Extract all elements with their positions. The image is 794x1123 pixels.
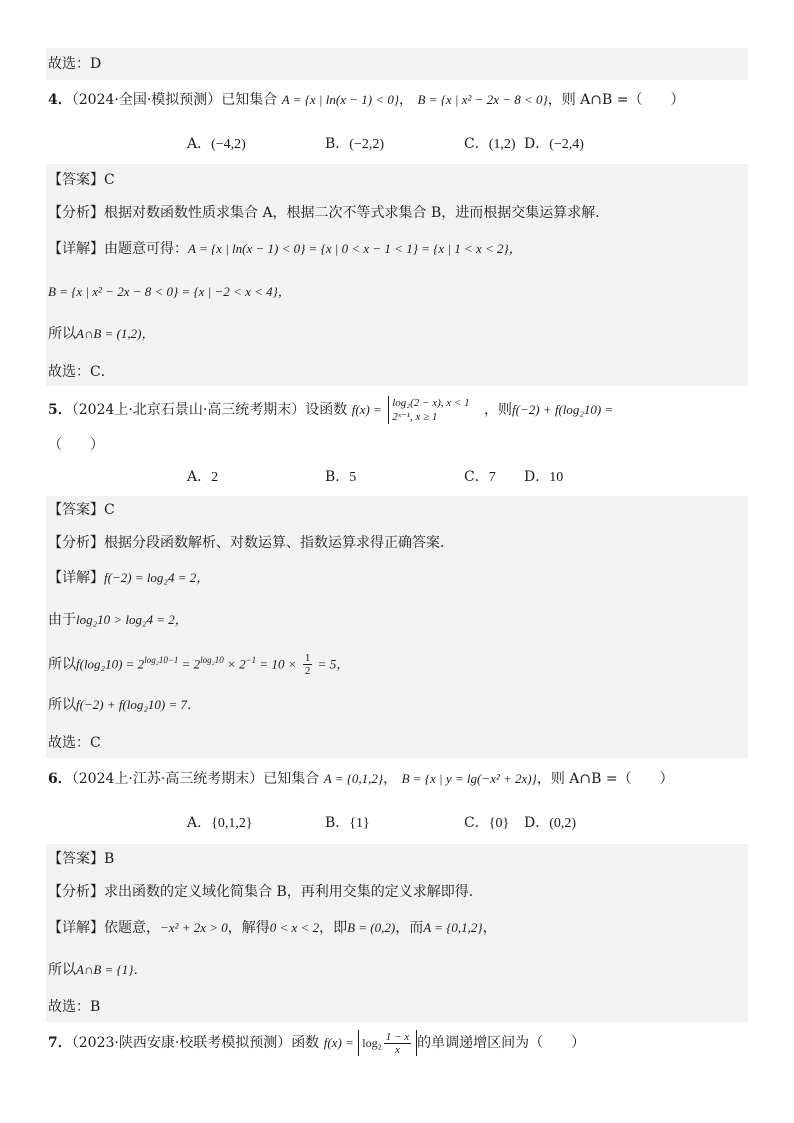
q7-fdef: f(x) = bbox=[323, 1035, 354, 1050]
q6-stem bbox=[48, 768, 674, 790]
q5-paren: （ ） bbox=[48, 437, 104, 453]
q5-option-d[interactable]: D．10 bbox=[524, 469, 564, 485]
q6-detail-2: 所以A∩B = {1}． bbox=[48, 962, 147, 978]
q5-choice: 故选：C bbox=[48, 735, 101, 751]
q4-option-b[interactable]: B．(−2,2) bbox=[325, 136, 385, 152]
q4-set-b: B = {x | x² − 2x − 8 < 0} bbox=[417, 92, 548, 107]
q5-ask-text: ，则 bbox=[484, 402, 513, 418]
q5-detail-1: 【详解】f(−2) = log₂4 = 2， bbox=[48, 570, 210, 586]
q6-sep: ， bbox=[383, 771, 398, 787]
q6-option-a[interactable]: A．{0,1,2} bbox=[187, 815, 253, 831]
q6-detail-1: 【详解】依题意，−x² + 2x > 0，解得0 < x < 2，即B = (0,2)，而A = {0,1,2}， bbox=[48, 920, 497, 936]
q4-source: （2024·全国·模拟预测）已知集合 bbox=[71, 92, 278, 108]
q6-source: （2024上·江苏·高三统考期末）已知集合 bbox=[71, 771, 320, 787]
q4-choice: 故选：C． bbox=[48, 364, 115, 380]
q6-option-c[interactable]: C．{0} bbox=[464, 815, 510, 831]
q5-ask-math: f(−2) + f(log₂10) = bbox=[512, 402, 614, 417]
q5-fraction-half: $\frac{1}{2}$ bbox=[304, 652, 311, 677]
q5-answer: 【答案】C bbox=[48, 502, 115, 518]
q6-answer: 【答案】B bbox=[48, 851, 115, 867]
q5-option-c[interactable]: C．7 bbox=[464, 469, 496, 485]
q5-stem bbox=[48, 396, 613, 424]
q4-option-d[interactable]: D．(−2,4) bbox=[524, 136, 584, 152]
q3-choice: 故选：D bbox=[48, 56, 102, 72]
q4-sep: ， bbox=[399, 92, 414, 108]
q7-ask: 的单调递增区间为（ ） bbox=[417, 1035, 586, 1051]
q4-ask: ，则 A∩B =（ ） bbox=[547, 92, 685, 108]
q4-set-a: A = {x | ln(x − 1) < 0} bbox=[281, 92, 400, 107]
q7-source: （2023·陕西安康·校联考模拟预测）函数 bbox=[71, 1035, 320, 1051]
q6-ask: ，则 A∩B =（ ） bbox=[536, 771, 674, 787]
solution-band-q3 bbox=[46, 48, 748, 80]
q5-fdef: f(x) = bbox=[351, 402, 382, 417]
q5-option-b[interactable]: B．5 bbox=[325, 469, 357, 485]
q4-option-c[interactable]: C．(1,2) bbox=[464, 136, 516, 152]
q6-set-a: A = {0,1,2} bbox=[323, 771, 384, 786]
q4-detail-3: 所以A∩B = (1,2)， bbox=[48, 326, 155, 342]
q6-option-b[interactable]: B．{1} bbox=[325, 815, 370, 831]
q4-stem bbox=[48, 89, 684, 111]
solution-band-q4 bbox=[46, 164, 748, 386]
q5-analysis: 【分析】根据分段函数解析、对数运算、指数运算求得正确答案． bbox=[48, 535, 454, 551]
q6-choice: 故选：B bbox=[48, 999, 101, 1015]
q7-abs-expression: log₂ $\frac{1 - x}{x}$ bbox=[358, 1030, 417, 1056]
q4-answer: 【答案】C bbox=[48, 172, 115, 188]
q6-analysis: 【分析】求出函数的定义域化简集合 B，再利用交集的定义求解即得． bbox=[48, 884, 483, 900]
q5-source: （2024上·北京石景山·高三统考期末）设函数 bbox=[71, 402, 348, 418]
q6-number: 6． bbox=[48, 771, 72, 787]
q5-piecewise: log₂(2 − x), x < 1 2ˣ⁻¹, x ≥ 1 bbox=[388, 396, 469, 424]
q7-stem bbox=[48, 1028, 585, 1058]
q7-number: 7． bbox=[48, 1035, 72, 1051]
q5-detail-3: 所以$f(\log_210) = 2^{log_210-1} = 2^{log_210} \times 2^{-1} = 10$ × $\frac{1}{2}$ = 5， bbox=[48, 652, 350, 677]
q4-detail-1: 【详解】由题意可得：A = {x | ln(x − 1) < 0} = {x | 0 < x − 1 < 1} = {x | 1 < x < 2}， bbox=[48, 241, 522, 257]
q4-analysis: 【分析】根据对数函数性质求集合 A，根据二次不等式求集合 B，进而根据交集运算求解． bbox=[48, 205, 610, 221]
q5-detail-4: 所以f(−2) + f(log₂10) = 7． bbox=[48, 697, 200, 713]
q5-option-a[interactable]: A．2 bbox=[187, 469, 219, 485]
q5-detail-2: 由于log₂10 > log₂4 = 2， bbox=[48, 612, 188, 628]
q4-option-a[interactable]: A．(−4,2) bbox=[187, 136, 246, 152]
q5-number: 5． bbox=[48, 402, 72, 418]
q6-option-d[interactable]: D．(0,2) bbox=[524, 815, 577, 831]
q4-number: 4． bbox=[48, 92, 72, 108]
q6-set-b: B = {x | y = lg(−x² + 2x)} bbox=[401, 771, 537, 786]
q4-detail-2: B = {x | x² − 2x − 8 < 0} = {x | −2 < x < 4}， bbox=[48, 284, 291, 299]
